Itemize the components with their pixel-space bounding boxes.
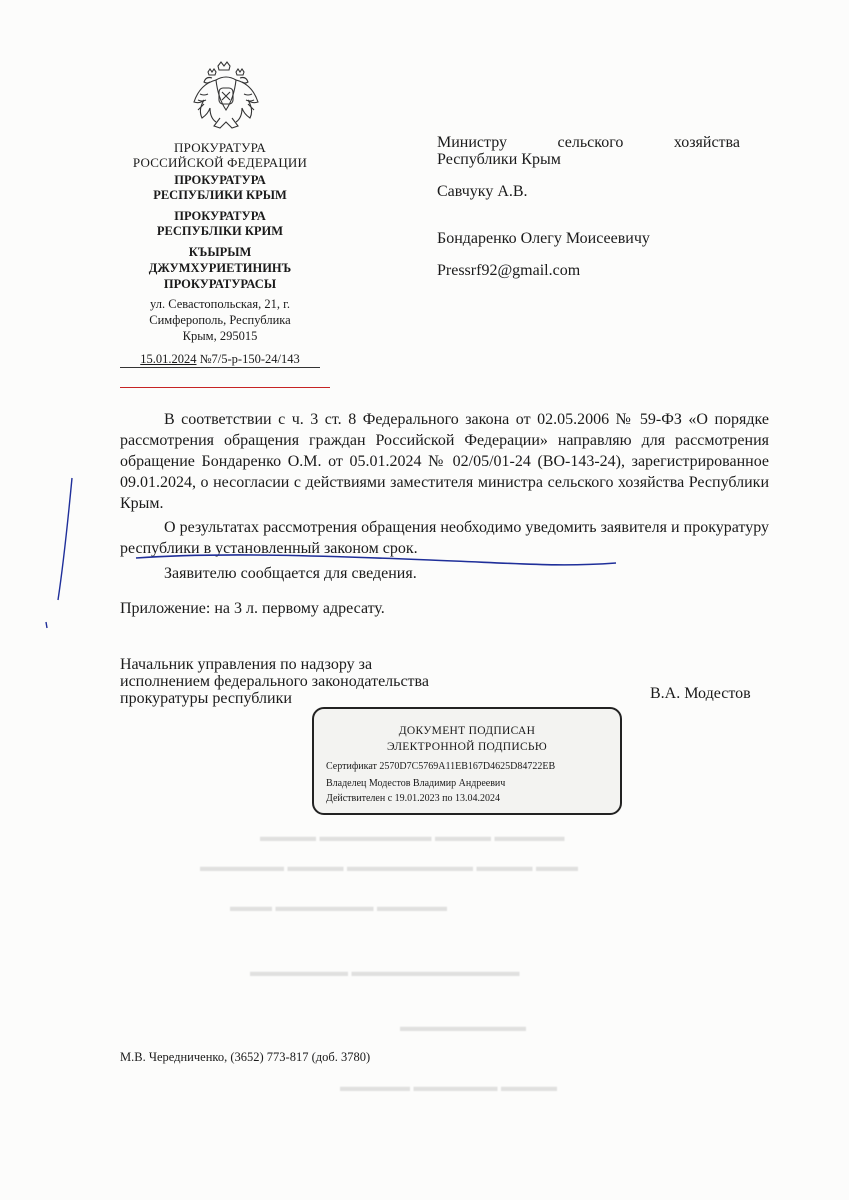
addressee-applicant-name: Бондаренко Олегу Моисеевичу (437, 230, 650, 247)
show-through-artifact: ▬▬▬▬▬▬ ▬▬▬▬ ▬▬▬▬▬▬▬▬▬ ▬▬▬▬ ▬▬▬ (200, 860, 578, 875)
show-through-artifact: ▬▬▬▬▬▬▬▬▬ (400, 1020, 526, 1035)
body-paragraph: О результатах рассмотрения обращения необходимо уведомить заявителя и прокуратуру республики в установленный законом срок. (120, 519, 769, 557)
org-line: ПРОКУРАТУРА (174, 173, 266, 187)
org-line: РЕСПУБЛІКИ КРИМ (156, 224, 284, 238)
stamp-certificate: Сертификат 2570D7C5769A11EB167D4625D84722EB (326, 761, 556, 772)
address-line: Крым, 295015 (182, 329, 258, 343)
show-through-artifact: ▬▬▬▬▬▬▬ ▬▬▬▬▬▬▬▬▬▬▬▬ (250, 965, 520, 980)
org-line: ДЖУМХУРИЕТИНИНЪ (148, 261, 292, 275)
stamp-validity: Действителен с 19.01.2023 по 13.04.2024 (326, 793, 500, 804)
addressee-minister-region: Республики Крым (437, 151, 561, 168)
address-line: Симферополь, Республика (149, 313, 291, 327)
stamp-title-line: ДОКУМЕНТ ПОДПИСАН (398, 725, 536, 737)
registration-number: №7/5-р-150-24/143 (199, 352, 300, 366)
org-line: ПРОКУРАТУРАСЫ (163, 277, 277, 291)
body-paragraph: В соответствии с ч. 3 ст. 8 Федерального закона от 02.05.2006 № 59-ФЗ «О порядке рассмотрения обращения граждан Российской Федерации» направляю для рассмотрения обращение Бондаренко О.М. от 05.01.2024 № 02/05/01-24 (ВО-143-24), зарегистрированное 09.01.2024, о несогласии с действиями заместителя министра сельского хозяйства Республики Крым. (120, 411, 769, 512)
addressee-applicant-email: Pressrf92@gmail.com (437, 262, 581, 279)
executor-contact: М.В. Чередниченко, (3652) 773-817 (доб. 3780) (120, 1050, 371, 1064)
address-line: ул. Севастопольская, 21, г. (150, 297, 290, 311)
addressee-minister-name: Савчуку А.В. (437, 183, 528, 200)
org-line: РЕСПУБЛИКИ КРЫМ (153, 188, 287, 202)
signer-position-line: прокуратуры республики (120, 690, 292, 707)
signer-position-line: Начальник управления по надзору за (120, 656, 373, 673)
show-through-artifact: ▬▬▬ ▬▬▬▬▬▬▬ ▬▬▬▬▬ (230, 900, 447, 915)
org-line: КЪЫРЫМ (188, 245, 252, 259)
org-line: ПРОКУРАТУРА (174, 140, 266, 155)
stamp-owner: Владелец Модестов Владимир Андреевич (326, 778, 506, 789)
pen-margin-stroke (58, 478, 72, 600)
show-through-artifact: ▬▬▬▬▬ ▬▬▬▬▬▬ ▬▬▬▬ (340, 1080, 557, 1095)
org-line: ПРОКУРАТУРА (174, 209, 266, 223)
show-through-artifact: ▬▬▬▬ ▬▬▬▬▬▬▬▬ ▬▬▬▬ ▬▬▬▬▬ (260, 830, 565, 845)
body-paragraph: Заявителю сообщается для сведения. (164, 565, 417, 582)
attachment-note: Приложение: на 3 л. первому адресату. (120, 600, 385, 617)
addressee-minister-title: Министру сельского хозяйства (437, 134, 740, 151)
stamp-title-line: ЭЛЕКТРОННОЙ ПОДПИСЬЮ (387, 741, 547, 753)
pen-margin-dot (46, 622, 47, 628)
registration-date: 15.01.2024 (140, 352, 197, 366)
signer-name: В.А. Модестов (650, 685, 751, 702)
signer-position-line: исполнением федерального законодательства (120, 673, 429, 690)
org-line: РОССИЙСКОЙ ФЕДЕРАЦИИ (132, 155, 308, 170)
pen-underline (136, 555, 616, 565)
